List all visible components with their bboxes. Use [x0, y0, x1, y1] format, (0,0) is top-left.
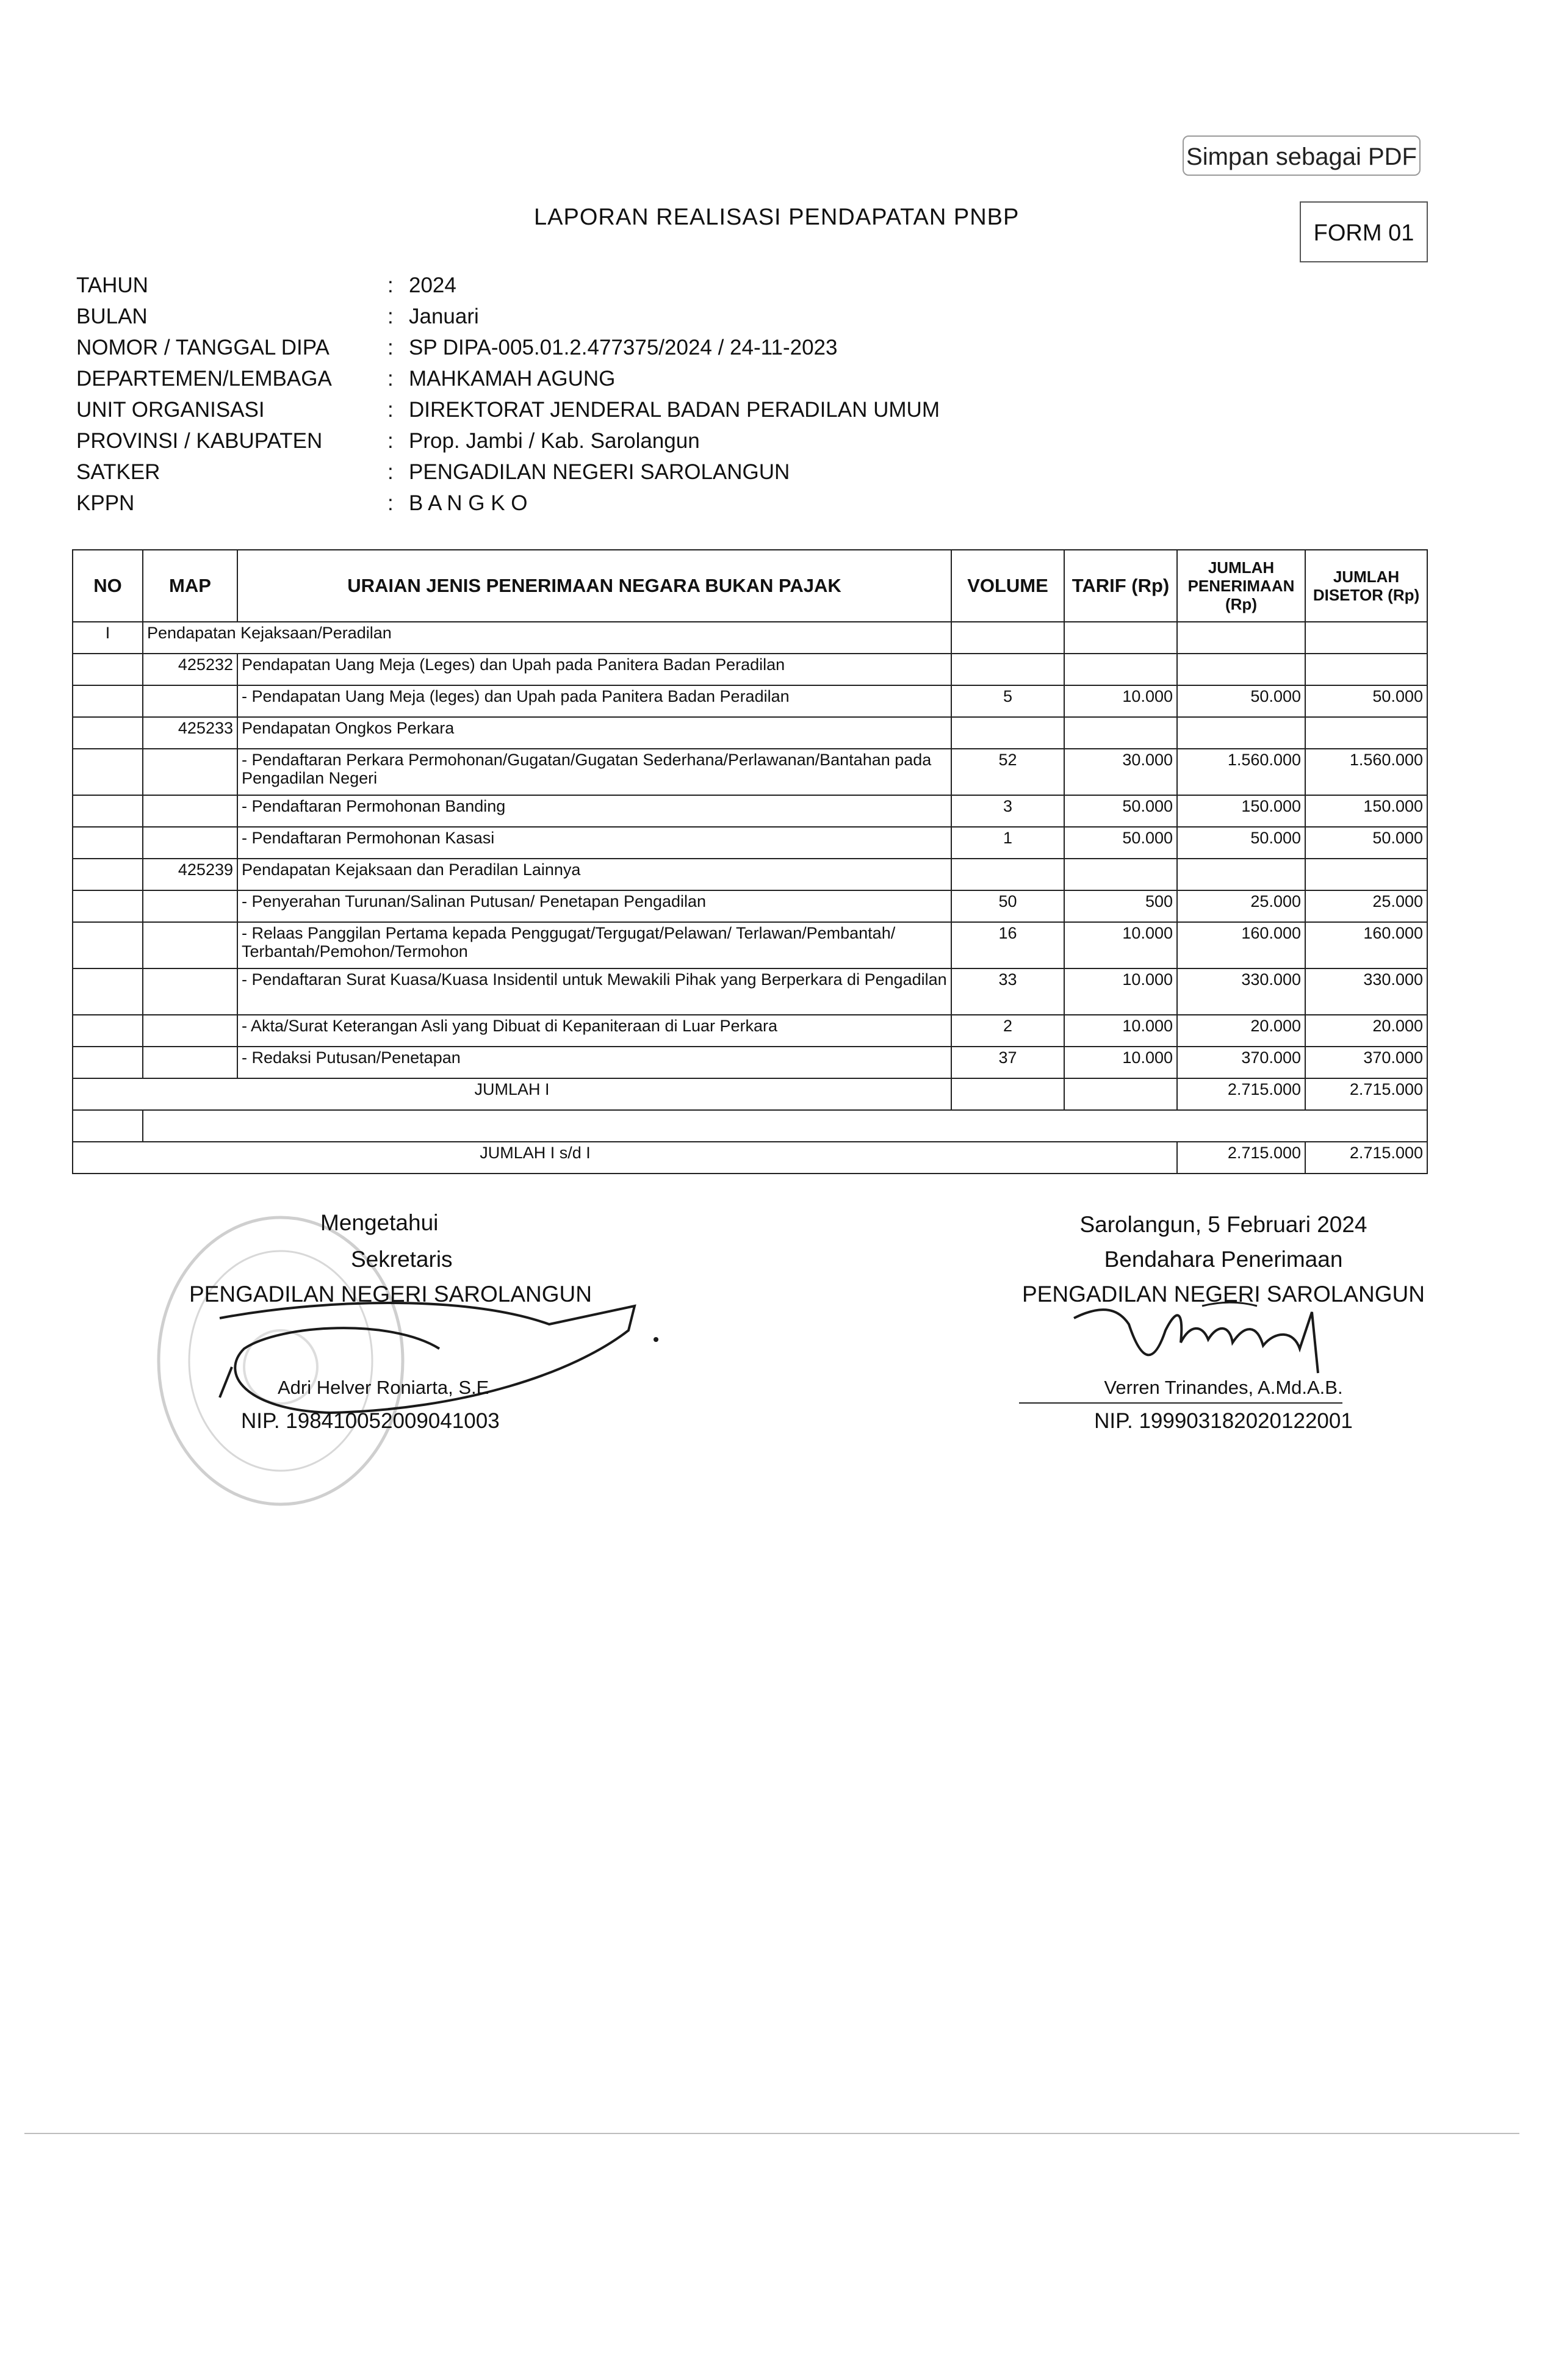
empty-cell	[73, 1110, 143, 1142]
empty-cell	[143, 1110, 1427, 1142]
meta-colon: :	[387, 367, 394, 391]
disetor-cell: 20.000	[1305, 1015, 1427, 1047]
no-cell	[73, 1047, 143, 1078]
no-cell	[73, 922, 143, 968]
disetor-cell: 150.000	[1305, 795, 1427, 827]
col-header-no: NO	[73, 550, 143, 622]
volume-cell: 2	[951, 1015, 1064, 1047]
map-cell	[143, 795, 237, 827]
right-signature-role: Bendahara Penerimaan	[1104, 1247, 1343, 1272]
penerimaan-cell: 150.000	[1177, 795, 1305, 827]
map-cell: 425239	[143, 859, 237, 890]
map-cell	[143, 968, 237, 1015]
left-signature-org: PENGADILAN NEGERI SAROLANGUN	[189, 1282, 592, 1307]
uraian-cell: - Pendaftaran Surat Kuasa/Kuasa Insidentil untuk Mewakili Pihak yang Berperkara di Pengadilan	[237, 968, 951, 1015]
subtotal-penerimaan: 2.715.000	[1177, 1078, 1305, 1110]
right-signature-name: Verren Trinandes, A.Md.A.B.	[1104, 1377, 1343, 1398]
no-cell	[73, 1015, 143, 1047]
tarif-cell: 10.000	[1064, 968, 1177, 1015]
left-signature-mengetahui: Mengetahui	[320, 1210, 439, 1235]
no-cell	[73, 859, 143, 890]
meta-colon: :	[387, 491, 394, 515]
col-header-volume: VOLUME	[951, 550, 1064, 622]
col-header-tarif: TARIF (Rp)	[1064, 550, 1177, 622]
meta-value: MAHKAMAH AGUNG	[409, 367, 616, 391]
uraian-cell: - Akta/Surat Keterangan Asli yang Dibuat di Kepaniteraan di Luar Perkara	[237, 1015, 951, 1047]
empty-cell	[951, 1078, 1064, 1110]
meta-colon: :	[387, 336, 394, 359]
meta-colon: :	[387, 273, 394, 297]
pnbp-table	[72, 549, 1428, 1174]
tarif-cell	[1064, 654, 1177, 685]
meta-label: DEPARTEMEN/LEMBAGA	[76, 367, 332, 391]
meta-value: Januari	[409, 305, 479, 328]
penerimaan-cell: 50.000	[1177, 827, 1305, 859]
meta-colon: :	[387, 429, 394, 453]
total-disetor: 2.715.000	[1305, 1142, 1427, 1174]
no-cell	[73, 717, 143, 749]
uraian-cell: - Relaas Panggilan Pertama kepada Penggugat/Tergugat/Pelawan/ Terlawan/Pembantah/ Terbantah/Pemohon/Termohon	[237, 922, 951, 968]
uraian-cell: - Pendaftaran Perkara Permohonan/Gugatan/Gugatan Sederhana/Perlawanan/Bantahan pada Pengadilan Negeri	[237, 749, 951, 795]
disetor-cell: 50.000	[1305, 685, 1427, 717]
total-row	[73, 1142, 1427, 1174]
table-row	[73, 717, 1427, 749]
empty-cell	[1064, 1078, 1177, 1110]
penerimaan-cell: 370.000	[1177, 1047, 1305, 1078]
map-cell: 425232	[143, 654, 237, 685]
meta-label: BULAN	[76, 305, 148, 328]
form-code-box: FORM 01	[1300, 201, 1428, 262]
no-cell	[73, 968, 143, 1015]
penerimaan-cell	[1177, 654, 1305, 685]
table-row	[73, 749, 1427, 795]
disetor-cell	[1305, 859, 1427, 890]
penerimaan-cell: 160.000	[1177, 922, 1305, 968]
meta-label: PROVINSI / KABUPATEN	[76, 429, 323, 453]
meta-label: NOMOR / TANGGAL DIPA	[76, 336, 330, 359]
penerimaan-cell: 330.000	[1177, 968, 1305, 1015]
subtotal-label: JUMLAH I	[73, 1078, 951, 1110]
map-cell: 425233	[143, 717, 237, 749]
save-as-pdf-button[interactable]: Simpan sebagai PDF	[1183, 135, 1421, 176]
no-cell	[73, 749, 143, 795]
map-cell	[143, 1047, 237, 1078]
empty-cell	[951, 622, 1064, 654]
volume-cell: 1	[951, 827, 1064, 859]
tarif-cell: 30.000	[1064, 749, 1177, 795]
total-penerimaan: 2.715.000	[1177, 1142, 1305, 1174]
tarif-cell: 50.000	[1064, 795, 1177, 827]
volume-cell: 3	[951, 795, 1064, 827]
penerimaan-cell: 20.000	[1177, 1015, 1305, 1047]
no-cell	[73, 795, 143, 827]
tarif-cell: 10.000	[1064, 1015, 1177, 1047]
no-cell	[73, 890, 143, 922]
disetor-cell: 50.000	[1305, 827, 1427, 859]
penerimaan-cell	[1177, 859, 1305, 890]
penerimaan-cell: 1.560.000	[1177, 749, 1305, 795]
table-row	[73, 1015, 1427, 1047]
meta-value: SP DIPA-005.01.2.477375/2024 / 24-11-2023	[409, 336, 838, 359]
uraian-cell: - Penyerahan Turunan/Salinan Putusan/ Penetapan Pengadilan	[237, 890, 951, 922]
col-header-uraian: URAIAN JENIS PENERIMAAN NEGARA BUKAN PAJAK	[237, 550, 951, 622]
penerimaan-cell: 50.000	[1177, 685, 1305, 717]
volume-cell: 16	[951, 922, 1064, 968]
meta-colon: :	[387, 398, 394, 422]
table-row	[73, 685, 1427, 717]
meta-label: SATKER	[76, 460, 160, 484]
left-signature-role: Sekretaris	[351, 1247, 453, 1272]
right-signature-org: PENGADILAN NEGERI SAROLANGUN	[1022, 1282, 1425, 1307]
left-signature-nip: NIP. 198410052009041003	[241, 1409, 500, 1433]
disetor-cell	[1305, 654, 1427, 685]
uraian-cell: Pendapatan Kejaksaan dan Peradilan Lainnya	[237, 859, 951, 890]
tarif-cell: 10.000	[1064, 922, 1177, 968]
meta-label: UNIT ORGANISASI	[76, 398, 265, 422]
no-cell	[73, 827, 143, 859]
meta-value: DIREKTORAT JENDERAL BADAN PERADILAN UMUM	[409, 398, 940, 422]
table-row	[73, 795, 1427, 827]
right-signature-place-date: Sarolangun, 5 Februari 2024	[1079, 1212, 1367, 1237]
map-cell	[143, 749, 237, 795]
volume-cell: 33	[951, 968, 1064, 1015]
subtotal-row	[73, 1078, 1427, 1110]
meta-colon: :	[387, 460, 394, 484]
map-cell	[143, 890, 237, 922]
group-no: I	[73, 622, 143, 654]
penerimaan-cell: 25.000	[1177, 890, 1305, 922]
volume-cell	[951, 859, 1064, 890]
no-cell	[73, 654, 143, 685]
table-row	[73, 922, 1427, 968]
empty-cell	[1177, 622, 1305, 654]
right-signature-nip: NIP. 199903182020122001	[1094, 1409, 1353, 1433]
penerimaan-cell	[1177, 717, 1305, 749]
left-signature-name: Adri Helver Roniarta, S.E	[278, 1377, 489, 1398]
volume-cell	[951, 717, 1064, 749]
tarif-cell	[1064, 859, 1177, 890]
no-cell	[73, 685, 143, 717]
tarif-cell: 10.000	[1064, 685, 1177, 717]
subtotal-disetor: 2.715.000	[1305, 1078, 1427, 1110]
uraian-cell: Pendapatan Ongkos Perkara	[237, 717, 951, 749]
group-label: Pendapatan Kejaksaan/Peradilan	[143, 622, 951, 654]
table-header-row	[73, 550, 1427, 622]
meta-label: TAHUN	[76, 273, 148, 297]
meta-value: Prop. Jambi / Kab. Sarolangun	[409, 429, 700, 453]
empty-cell	[1305, 622, 1427, 654]
tarif-cell	[1064, 717, 1177, 749]
empty-cell	[1064, 622, 1177, 654]
tarif-cell: 500	[1064, 890, 1177, 922]
spacer-row	[73, 1110, 1427, 1142]
uraian-cell: - Pendapatan Uang Meja (leges) dan Upah pada Panitera Badan Peradilan	[237, 685, 951, 717]
report-title: LAPORAN REALISASI PENDAPATAN PNBP	[534, 204, 1020, 230]
volume-cell	[951, 654, 1064, 685]
tarif-cell: 10.000	[1064, 1047, 1177, 1078]
col-header-jumlah-disetor: JUMLAH DISETOR (Rp)	[1305, 550, 1427, 622]
table-row	[73, 654, 1427, 685]
map-cell	[143, 1015, 237, 1047]
meta-value: 2024	[409, 273, 456, 297]
disetor-cell: 370.000	[1305, 1047, 1427, 1078]
volume-cell: 52	[951, 749, 1064, 795]
meta-label: KPPN	[76, 491, 135, 515]
table-row	[73, 1047, 1427, 1078]
map-cell	[143, 922, 237, 968]
disetor-cell: 160.000	[1305, 922, 1427, 968]
col-header-jumlah-penerimaan: JUMLAH PENERIMAAN (Rp)	[1177, 550, 1305, 622]
table-row	[73, 827, 1427, 859]
map-cell	[143, 685, 237, 717]
right-signature-scribble	[1062, 1288, 1355, 1379]
table-row	[73, 968, 1427, 1015]
tarif-cell: 50.000	[1064, 827, 1177, 859]
uraian-cell: Pendapatan Uang Meja (Leges) dan Upah pada Panitera Badan Peradilan	[237, 654, 951, 685]
volume-cell: 5	[951, 685, 1064, 717]
disetor-cell	[1305, 717, 1427, 749]
disetor-cell: 330.000	[1305, 968, 1427, 1015]
disetor-cell: 25.000	[1305, 890, 1427, 922]
meta-value: B A N G K O	[409, 491, 528, 515]
volume-cell: 37	[951, 1047, 1064, 1078]
table-group-row	[73, 622, 1427, 654]
table-row	[73, 859, 1427, 890]
table-row	[73, 890, 1427, 922]
total-label: JUMLAH I s/d I	[73, 1142, 1177, 1174]
disetor-cell: 1.560.000	[1305, 749, 1427, 795]
meta-value: PENGADILAN NEGERI SAROLANGUN	[409, 460, 790, 484]
map-cell	[143, 827, 237, 859]
col-header-map: MAP	[143, 550, 237, 622]
meta-colon: :	[387, 305, 394, 328]
page-footer-divider	[24, 2133, 1519, 2134]
uraian-cell: - Redaksi Putusan/Penetapan	[237, 1047, 951, 1078]
uraian-cell: - Pendaftaran Permohonan Banding	[237, 795, 951, 827]
volume-cell: 50	[951, 890, 1064, 922]
uraian-cell: - Pendaftaran Permohonan Kasasi	[237, 827, 951, 859]
